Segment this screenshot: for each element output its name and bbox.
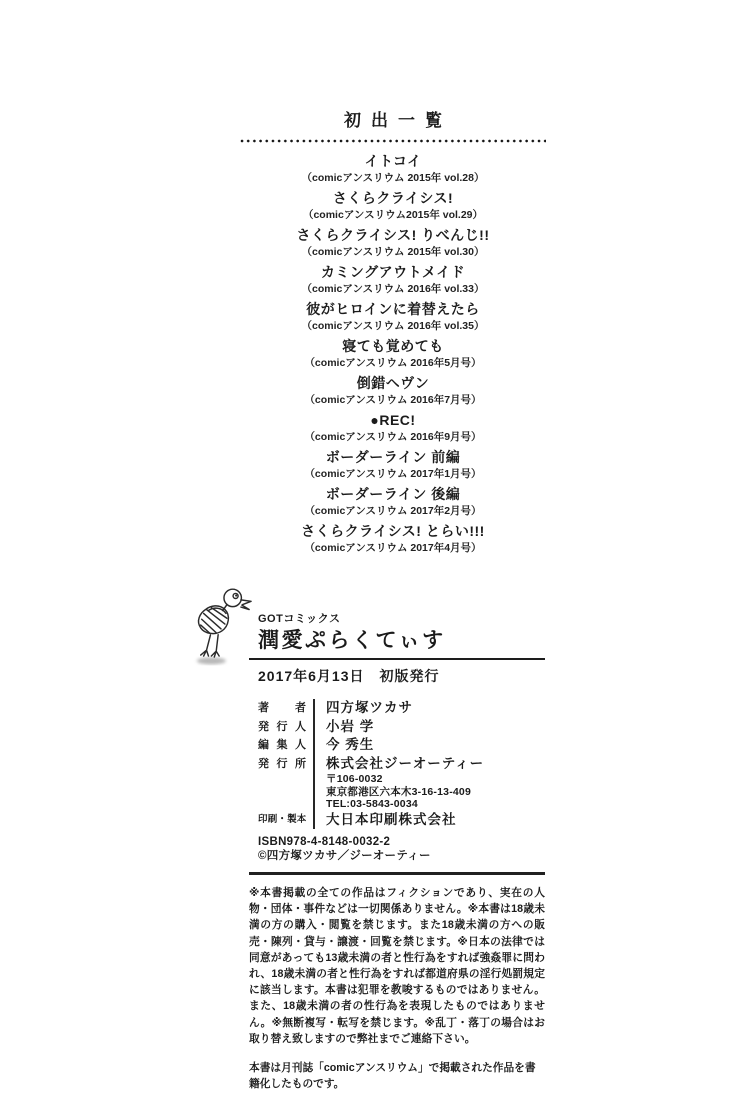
publisher-address: 東京都港区六本木3-16-13-409 bbox=[326, 785, 472, 798]
dotted-divider bbox=[240, 139, 546, 143]
entry-title: ボーダーライン 後編 bbox=[325, 486, 461, 502]
isbn-text: ISBN978-4-8148-0032-2 bbox=[258, 836, 391, 848]
publication-entry bbox=[240, 263, 546, 297]
credit-row-publisher-person bbox=[258, 718, 545, 737]
entry-source: （comicアンスリウム 2016年 vol.33） bbox=[301, 283, 485, 295]
copyright-text: ©四方塚ツカサ／ジーオーティー bbox=[258, 850, 431, 862]
publication-entry bbox=[240, 300, 546, 334]
bird-logo-icon bbox=[192, 584, 254, 668]
publisher-postal-code: 〒106-0032 bbox=[326, 773, 383, 785]
entry-title: さくらクライシス! bbox=[332, 190, 454, 206]
credit-row-editor bbox=[258, 736, 545, 755]
publication-entry bbox=[240, 485, 546, 519]
printer-company: 大日本印刷株式会社 bbox=[326, 811, 457, 827]
credit-label: 著 者 bbox=[258, 702, 306, 714]
entry-title: イトコイ bbox=[364, 153, 422, 169]
entry-title: ボーダーライン 前編 bbox=[325, 449, 461, 465]
publication-entry bbox=[240, 226, 546, 260]
credit-label: 印刷・製本 bbox=[258, 813, 306, 825]
publisher-company: 株式会社ジーオーティー bbox=[326, 755, 485, 771]
entry-title: 倒錯ヘヴン bbox=[356, 375, 430, 391]
entry-source: （comicアンスリウム 2016年 vol.35） bbox=[301, 320, 485, 332]
credit-label: 発 行 人 bbox=[258, 720, 306, 733]
publication-entry bbox=[240, 152, 546, 186]
colophon-section bbox=[249, 612, 545, 1103]
entry-source: （comicアンスリウム 2015年 vol.28） bbox=[301, 172, 485, 184]
thick-divider bbox=[249, 872, 545, 875]
title-underline bbox=[249, 658, 545, 660]
publication-entry bbox=[240, 189, 546, 223]
entry-source: （comicアンスリウム 2017年4月号） bbox=[304, 542, 482, 554]
credit-row-publisher bbox=[258, 755, 545, 811]
serialization-note: 本書は月刊誌「comicアンスリウム」で掲載された作品を書籍化したものです。 bbox=[249, 1062, 536, 1091]
book-title: 潤愛ぷらくてぃす bbox=[258, 629, 446, 652]
section-title: 初出一覧 bbox=[344, 111, 452, 130]
entry-source: （comicアンスリウム 2016年7月号） bbox=[304, 394, 482, 406]
editor-name: 今 秀生 bbox=[326, 737, 375, 752]
credit-label: 発 行 所 bbox=[258, 757, 306, 770]
publication-entry bbox=[240, 522, 546, 556]
imprint-label: GOTコミックス bbox=[258, 613, 341, 625]
credit-row-author bbox=[258, 699, 545, 718]
credit-row-printer bbox=[258, 811, 545, 830]
isbn-block bbox=[249, 835, 545, 863]
publication-entry bbox=[240, 448, 546, 482]
entry-title: 寝ても覚めても bbox=[342, 338, 444, 354]
credits-table bbox=[249, 699, 545, 829]
disclaimer-text: ※本書掲載の全ての作品はフィクションであり、実在の人物・団体・事件などは一切関係ありません。※本書は18歳未満の方の購入・閲覧を禁じます。また18歳未満の方への販売・陳列・貸与・譲渡・回覧を禁じます。※日本の法律では同意があっても13歳未満の者と性行為をすれば強姦罪に問われ、18歳未満の者と性行為をすれば都道府県の淫行処罰規定に該当します。本書は犯罪を教唆するものではありません。また、18歳未満の者の性行為を表現したものではありません。※無断複写・転写を禁じます。※乱丁・落丁の場合はお取り替え致しますので弊社までご連絡下さい。 bbox=[249, 887, 545, 1045]
entry-source: （comicアンスリウム 2017年2月号） bbox=[304, 505, 482, 517]
entry-source: （comicアンスリウム 2016年5月号） bbox=[304, 357, 482, 369]
publication-entry bbox=[240, 337, 546, 371]
publisher-person-name: 小岩 学 bbox=[326, 718, 375, 734]
author-name: 四方塚ツカサ bbox=[326, 700, 413, 715]
entry-title: さくらクライシス! とらい!!! bbox=[301, 523, 485, 539]
publication-entry bbox=[240, 374, 546, 408]
first-publication-section bbox=[240, 110, 546, 559]
publication-entry bbox=[240, 411, 546, 445]
entry-source: （comicアンスリウム 2015年 vol.30） bbox=[301, 246, 485, 258]
entry-source: （comicアンスリウム 2016年9月号） bbox=[304, 431, 482, 443]
entry-source: （comicアンスリウム 2017年1月号） bbox=[304, 468, 482, 480]
edition-date: 2017年6月13日 初版発行 bbox=[258, 668, 440, 684]
publication-entries bbox=[240, 152, 546, 556]
entry-title: 彼がヒロインに着替えたら bbox=[306, 301, 480, 317]
entry-title: カミングアウトメイド bbox=[320, 264, 466, 280]
entry-source: （comicアンスリウム2015年 vol.29） bbox=[302, 209, 484, 221]
credit-label: 編 集 人 bbox=[258, 739, 306, 751]
entry-title: さくらクライシス! りべんじ!! bbox=[296, 227, 490, 243]
entry-title: ●REC! bbox=[370, 412, 416, 428]
publisher-phone: TEL:03-5843-0034 bbox=[326, 798, 418, 810]
